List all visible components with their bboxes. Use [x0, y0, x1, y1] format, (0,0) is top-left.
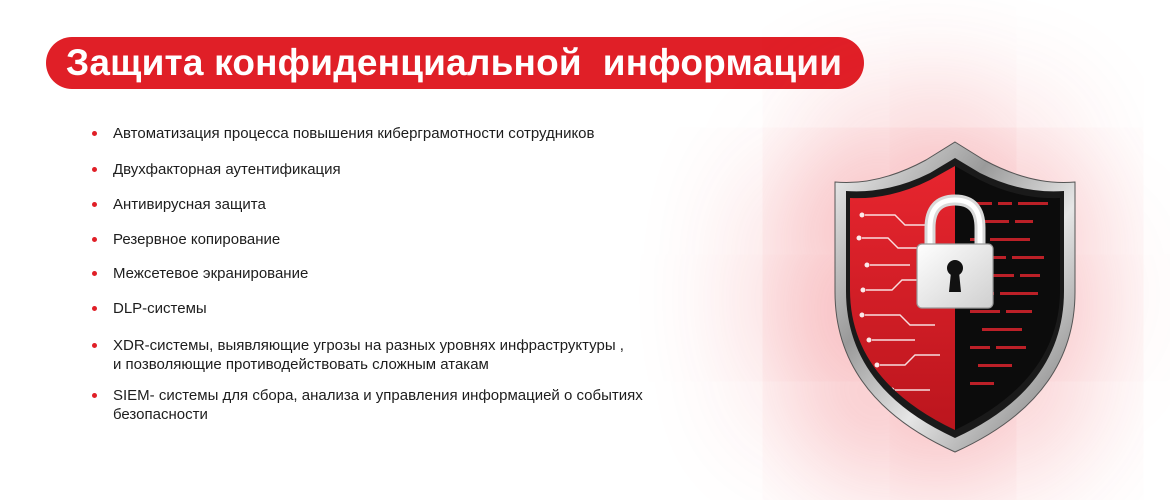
list-item-text: DLP-системы	[113, 300, 207, 317]
list-item	[92, 230, 682, 249]
list-item-text: XDR-системы, выявляющие угрозы на разных уровнях инфраструктуры , и позволяющие противодействовать сложным атакам	[113, 337, 624, 373]
bullet-icon	[92, 131, 97, 136]
bullet-icon	[92, 167, 97, 172]
list-item-text: SIEM- системы для сбора, анализа и управления информацией о событиях безопасности	[113, 387, 643, 423]
bullet-icon	[92, 237, 97, 242]
list-item-text: Резервное копирование	[113, 231, 281, 248]
bullet-icon	[92, 393, 97, 398]
page-title: Защита конфиденциальной информации	[46, 37, 864, 89]
list-item	[92, 336, 633, 374]
list-item	[92, 264, 682, 283]
bullet-icon	[92, 202, 97, 207]
shield-illustration	[770, 140, 1170, 460]
list-item-text: Антивирусная защита	[113, 196, 266, 213]
list-item-text: Межсетевое экранирование	[113, 265, 309, 282]
bullet-icon	[92, 271, 97, 276]
list-item-text: Автоматизация процесса повышения киберграмотности сотрудников	[113, 125, 595, 142]
feature-list	[92, 124, 682, 424]
list-item	[92, 124, 682, 143]
bullet-icon	[92, 343, 97, 348]
bullet-icon	[92, 306, 97, 311]
list-item	[92, 386, 653, 424]
list-item	[92, 195, 682, 214]
shield-padlock-icon	[770, 140, 1170, 460]
list-item	[92, 299, 682, 318]
list-item	[92, 160, 682, 179]
list-item-text: Двухфакторная аутентификация	[113, 161, 341, 178]
